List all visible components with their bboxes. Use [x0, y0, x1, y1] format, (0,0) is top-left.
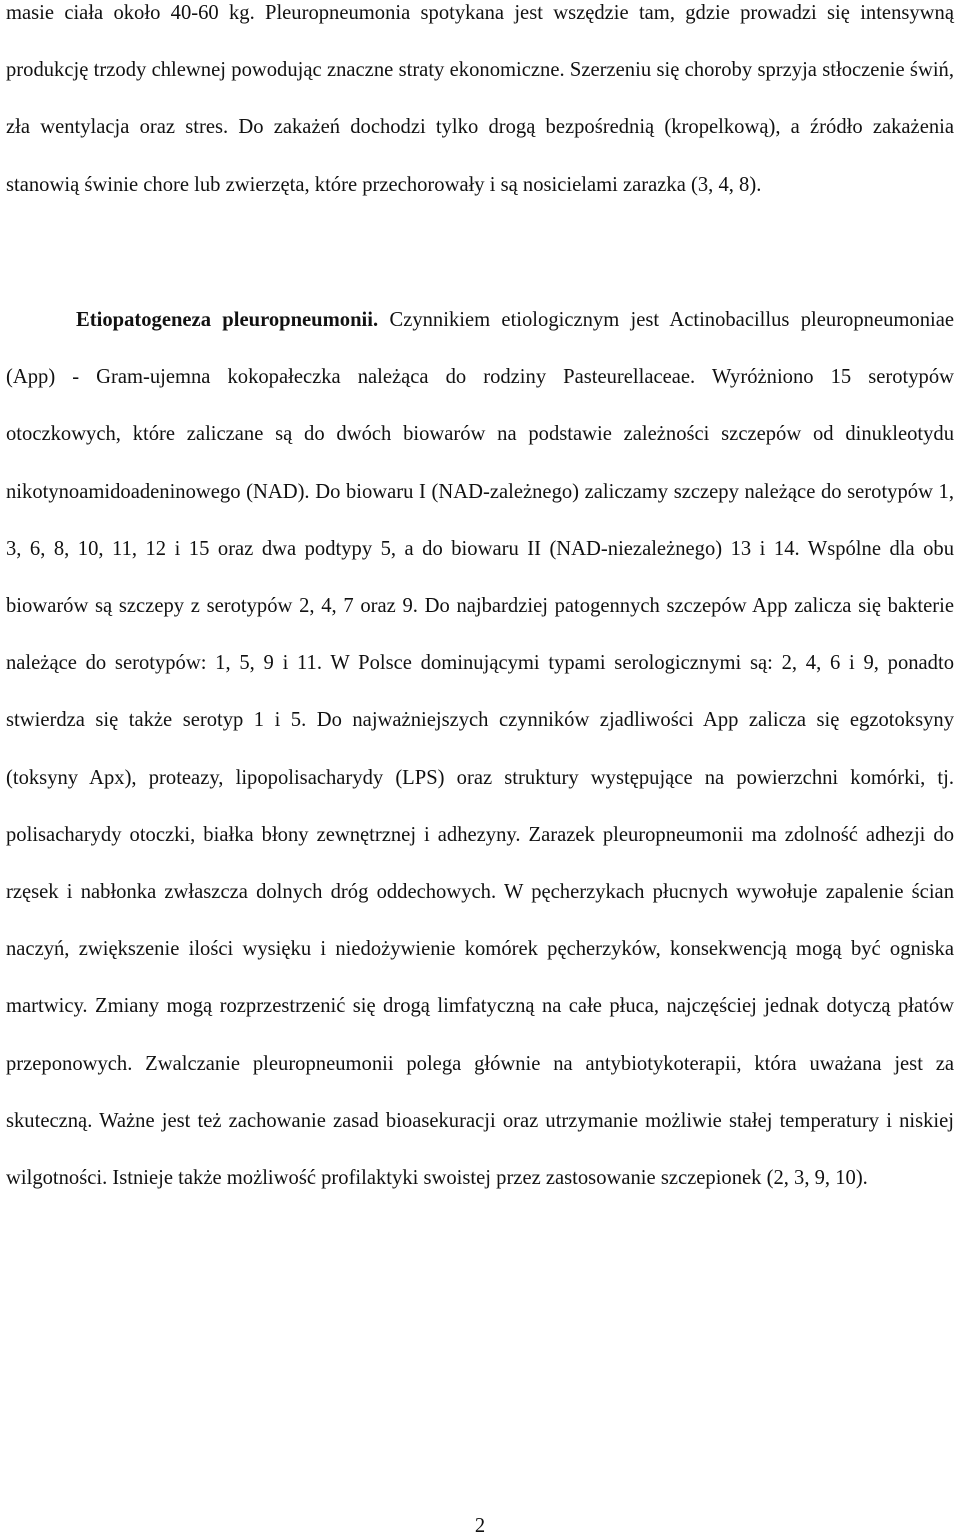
paragraph-body: Czynnikiem etiologicznym jest Actinobacillus pleuropneumoniae (App) - Gram-ujemna kokopałeczka należąca do rodziny Pasteurellaceae. Wyróżniono 15 serotypów otoczkowych, które zaliczane są do dwóch biowarów na podstawie zależności szczepów od dinukleotydu nikotynoamidoadeninowego (NAD). Do biowaru I (NAD-zależnego) zaliczamy szczepy należące do serotypów 1, 3, 6, 8, 10, 11, 12 i 15 oraz dwa podtypy 5, a do biowaru II (NAD-niezależnego) 13 i 14. Wspólne dla obu biowarów są szczepy z serotypów 2, 4, 7 oraz 9. Do najbardziej patogennych szczepów App zalicza się bakterie należące do serotypów: 1, 5, 9 i 11. W Polsce dominującymi typami serologicznymi są: 2, 4, 6 i 9, ponadto stwierdza się także serotyp 1 i 5. Do najważniejszych czynników zjadliwości App zalicza się egzotoksyny (toksyny Apx), proteazy, lipopolisacharydy (LPS) oraz struktury występujące na powierzchni komórki, tj. polisacharydy otoczki, białka błony zewnętrznej i adhezyny. Zarazek pleuropneumonii ma zdolność adhezji do rzęsek i nabłonka zwłaszcza dolnych dróg oddechowych. W pęcherzykach płucnych wywołuje zapalenie ścian naczyń, zwiększenie ilości wysięku i niedożywienie komórek pęcherzyków, konsekwencją mogą być ogniska martwicy. Zmiany mogą rozprzestrzenić się drogą limfatyczną na całe płuca, najczęściej jednak dotyczą płatów przeponowych. Zwalczanie pleuropneumonii polega głównie na antybiotykoterapii, która uważana jest za skuteczną. Ważne jest też zachowanie zasad bioasekuracji oraz utrzymanie możliwie stałej temperatury i niskiej wilgotności. Istnieje także możliwość profilaktyki swoistej przez zastosowanie szczepionek (2, 3, 9, 10). [6, 309, 955, 1190]
page-number: 2 [474, 1515, 486, 1537]
paragraph-etiopathogenesis [6, 292, 954, 1207]
paragraph-intro: masie ciała około 40-60 kg. Pleuropneumonia spotykana jest wszędzie tam, gdzie prowadzi się intensywną produkcję trzody chlewnej powodując znaczne straty ekonomiczne. Szerzeniu się choroby sprzyja stłoczenie świń, zła wentylacja oraz stres. Do zakażeń dochodzi tylko drogą bezpośrednią (kropelkową), a źródło zakażenia stanowią świnie chore lub zwierzęta, które przechorowały i są nosicielami zarazka (3, 4, 8). [6, 2, 954, 196]
section-heading: Etiopatogeneza pleuropneumonii. [76, 309, 379, 331]
